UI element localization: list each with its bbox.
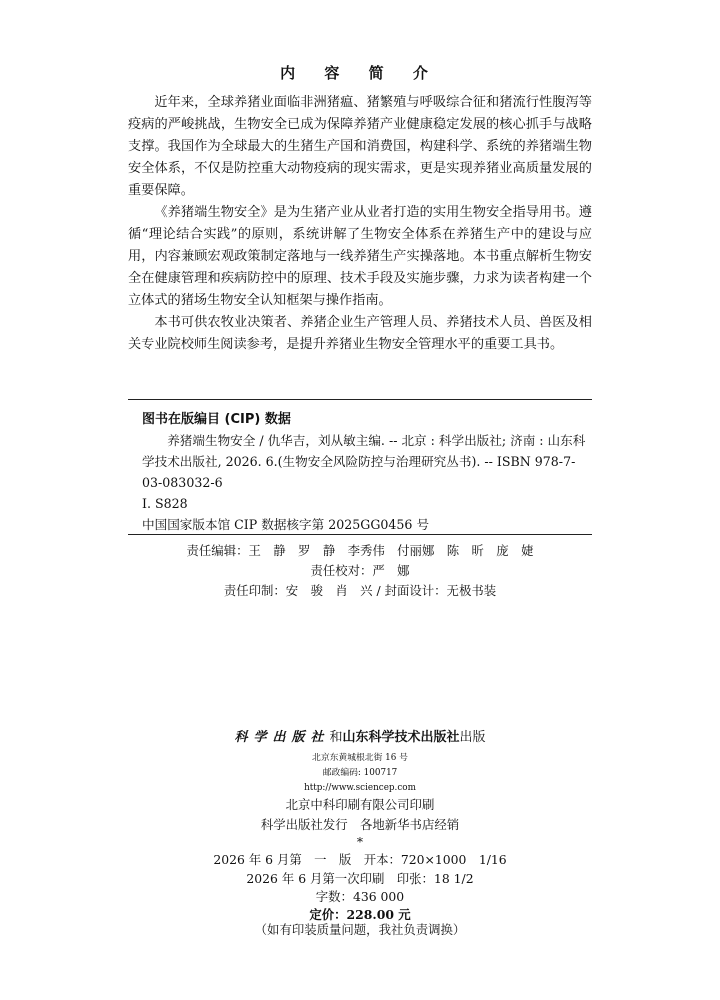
intro-paragraph-3: 本书可供农牧业决策者、养猪企业生产管理人员、养猪技术人员、兽医及相关专业院校师生阅读参考，是提升养猪业生物安全管理水平的重要工具书。 xyxy=(128,315,592,352)
publisher-logo-text: 科学出版社 xyxy=(234,730,330,745)
edition-line: 2026 年 6 月第 一 版 开本：720×1000 1/16 xyxy=(213,852,507,867)
responsible-editors: 责任编辑：王 静 罗 静 李秀伟 付丽娜 陈 昕 庞 婕 xyxy=(186,543,534,558)
printer-line: 北京中科印刷有限公司印刷 xyxy=(285,797,435,812)
cip-top-rule xyxy=(128,399,592,400)
price-line: 定价：228.00 元 xyxy=(309,907,411,922)
cip-bottom-rule xyxy=(128,534,592,535)
cip-block xyxy=(142,430,588,535)
printing-line: 2026 年 6 月第一次印刷 印张：18 1/2 xyxy=(246,871,474,886)
publisher-partner: 山东科学技术出版社 xyxy=(342,730,460,745)
responsible-printing: 责任印制：安 骏 肖 兴 / 封面设计：无极书装 xyxy=(223,583,497,598)
wordcount-line: 字数：436 000 xyxy=(315,889,405,904)
intro-paragraph-2: 《养猪端生物安全》是为生猪产业从业者打造的实用生物安全指导用书。遵循“理论结合实践”的原则，系统讲解了生物安全体系在养猪生产中的建设与应用，内容兼顾宏观政策制定落地与一线养猪生产实操落地。本书重点解析生物安全在健康管理和疾病防控中的原理、技术手段及实施步骤，力求为读者构建一个立体式的猪场生物安全认知框架与操作指南。 xyxy=(128,205,592,308)
publisher-suffix: 出版 xyxy=(459,730,486,745)
publisher-postcode: 邮政编码: 100717 xyxy=(322,768,398,778)
cip-classification: Ⅰ. S828 xyxy=(142,496,188,511)
intro-section xyxy=(128,92,592,356)
intro-paragraph-1: 近年来，全球养猪业面临非洲猪瘟、猪繁殖与呼吸综合征和猪流行性腹泻等疫病的严峻挑战，生物安全已成为保障养猪产业健康稳定发展的核心抓手与战略支撑。我国作为全球最大的生猪生产国和消费国，构建科学、系统的养猪端生物安全体系，不仅是防控重大动物疫病的现实需求，更是实现养猪业高质量发展的重要保障。 xyxy=(128,95,592,198)
responsible-proofreader: 责任校对：严 娜 xyxy=(310,563,410,578)
distribution-line: 科学出版社发行 各地新华书店经销 xyxy=(260,817,460,832)
publisher-and: 和 xyxy=(329,730,343,745)
separator-star: * xyxy=(356,834,364,849)
publisher-url: http://www.sciencep.com xyxy=(304,783,416,793)
publisher-address: 北京东黄城根北街 16 号 xyxy=(312,753,408,763)
quality-notice: （如有印装质量问题，我社负责调换） xyxy=(254,922,466,937)
publisher-line xyxy=(0,726,720,745)
cip-entry: 养猪端生物安全 / 仇华吉，刘从敏主编. -- 北京 : 科学出版社; 济南 : 山东科学技术出版社, 2026. 6.(生物安全风险防控与治理研究丛书). -- ISBN 978-7-03-083032-6 xyxy=(142,433,586,490)
page-title: 内 容 简 介 xyxy=(280,64,440,82)
cip-record-number: 中国国家版本馆 CIP 数据核字第 2025GG0456 号 xyxy=(142,517,430,532)
cip-heading: 图书在版编目 (CIP) 数据 xyxy=(142,412,291,427)
